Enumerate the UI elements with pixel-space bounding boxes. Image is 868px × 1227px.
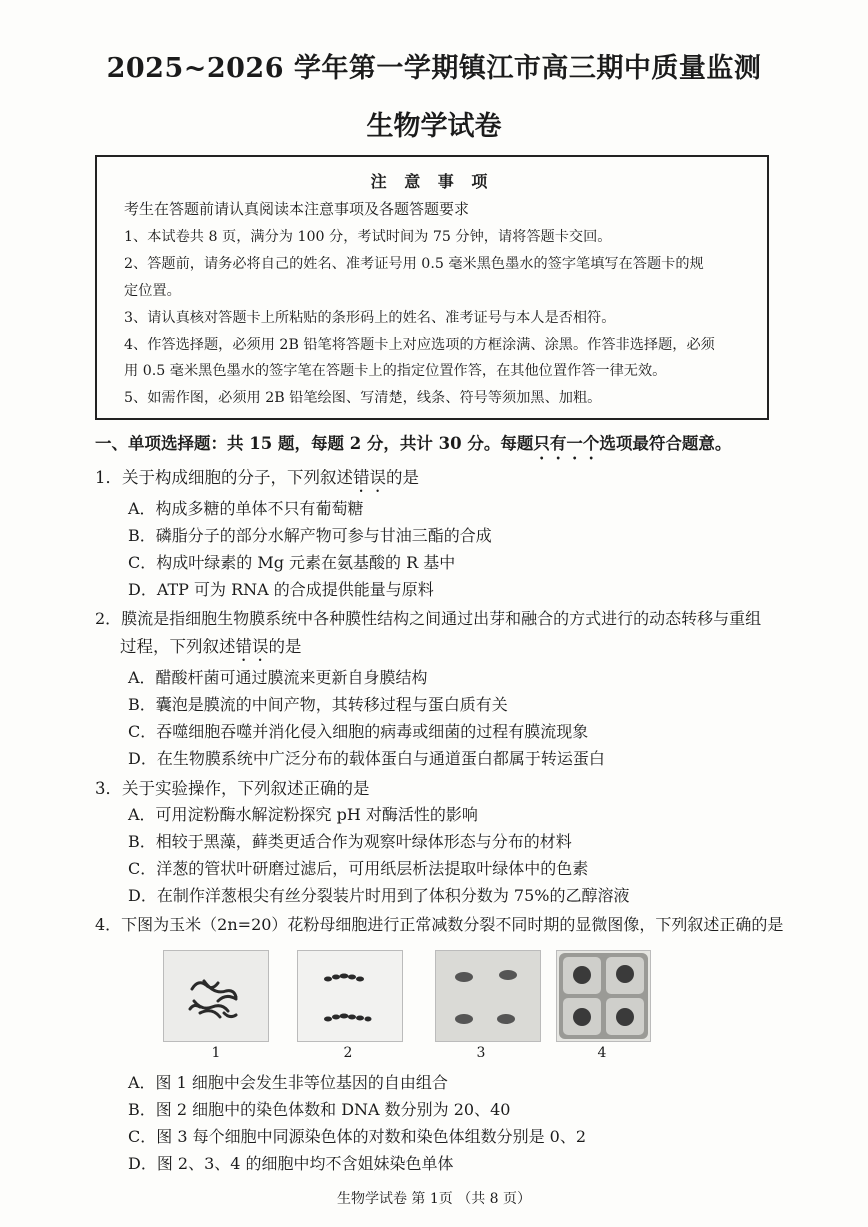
question-3-option-a: A．可用淀粉酶水解淀粉探究 pH 对酶活性的影响	[128, 805, 478, 824]
question-3-stem: 3．关于实验操作，下列叙述正确的是	[95, 779, 370, 798]
question-2-stem-line1: 2．膜流是指细胞生物膜系统中各种膜性结构之间通过出芽和融合的方式进行的动态转移与重组	[95, 609, 762, 628]
section-prefix: 一、单项选择题：共 15 题，每题 2 分，共计 30 分。每题	[95, 434, 534, 453]
notice-box	[95, 155, 769, 420]
notice-heading: 注 意 事 项	[370, 172, 494, 191]
notice-line: 用 0.5 毫米黑色墨水的签字笔在答题卡上的指定位置作答，在其他位置作答一律无效。	[124, 363, 667, 379]
micrograph-3-image	[436, 951, 540, 1041]
question-4-option-b: B．图 2 细胞中的染色体数和 DNA 数分别为 20、40	[128, 1100, 511, 1119]
micrograph-2-image	[298, 951, 402, 1041]
stem-emphasis: 错误	[353, 468, 386, 487]
figure-label-3: 3	[476, 1045, 486, 1061]
micrograph-1	[163, 950, 269, 1042]
micrograph-3	[435, 950, 541, 1042]
question-4-stem: 4．下图为玉米（2n=20）花粉母细胞进行正常减数分裂不同时期的显微图像，下列叙述正确的是	[95, 915, 784, 934]
question-3-option-b: B．相较于黑藻，藓类更适合作为观察叶绿体形态与分布的材料	[128, 832, 572, 851]
notice-intro: 考生在答题前请认真阅读本注意事项及各题答题要求	[124, 200, 470, 218]
notice-line: 3、请认真核对答题卡上所粘贴的条形码上的姓名、准考证号与本人是否相符。	[124, 310, 616, 326]
micrograph-4	[556, 950, 651, 1042]
stem-text: 过程，下列叙述	[120, 637, 236, 656]
stem-emphasis: 错误	[235, 637, 269, 656]
notice-line: 5、如需作图，必须用 2B 铅笔绘图、写清楚，线条、符号等须加黑、加粗。	[124, 390, 602, 406]
figure-label-1: 1	[211, 1045, 221, 1061]
question-2-stem-line2	[120, 633, 302, 665]
exam-title: 2025~2026 学年第一学期镇江市高三期中质量监测	[106, 53, 762, 84]
question-1-stem	[95, 464, 419, 496]
question-2-option-d: D．在生物膜系统中广泛分布的载体蛋白与通道蛋白都属于转运蛋白	[128, 749, 605, 768]
question-4-option-a: A．图 1 细胞中会发生非等位基因的自由组合	[128, 1073, 448, 1092]
micrograph-4-image	[557, 951, 650, 1041]
figure-label-2: 2	[343, 1045, 353, 1061]
figure-label-4: 4	[597, 1045, 607, 1061]
section-emphasis: 只有一个	[533, 434, 600, 453]
stem-text: 1．关于构成细胞的分子，下列叙述	[95, 468, 353, 487]
question-2-option-c: C．吞噬细胞吞噬并消化侵入细胞的病毒或细菌的过程有膜流现象	[128, 722, 589, 741]
micrograph-1-image	[164, 951, 268, 1041]
question-3-option-d: D．在制作洋葱根尖有丝分裂装片时用到了体积分数为 75%的乙醇溶液	[128, 886, 630, 905]
question-1-option-b: B．磷脂分子的部分水解产物可参与甘油三酯的合成	[128, 526, 492, 545]
question-1-option-c: C．构成叶绿素的 Mg 元素在氨基酸的 R 基中	[128, 553, 456, 572]
micrograph-2	[297, 950, 403, 1042]
question-3-option-c: C．洋葱的管状叶研磨过滤后，可用纸层析法提取叶绿体中的色素	[128, 859, 589, 878]
page-footer: 生物学试卷 第 1页 （共 8 页）	[336, 1191, 532, 1207]
notice-line: 4、作答选择题，必须用 2B 铅笔将答题卡上对应选项的方框涂满、涂黑。作答非选择题，必须	[124, 337, 715, 353]
question-1-option-d: D．ATP 可为 RNA 的合成提供能量与原料	[128, 580, 434, 599]
question-1-option-a: A．构成多糖的单体不只有葡萄糖	[128, 499, 364, 518]
question-4-option-c: C．图 3 每个细胞中同源染色体的对数和染色体组数分别是 0、2	[128, 1127, 587, 1146]
section-heading	[95, 430, 731, 463]
exam-subtitle: 生物学试卷	[366, 111, 502, 142]
section-suffix: 选项最符合题意。	[599, 434, 732, 453]
notice-line: 定位置。	[124, 283, 181, 299]
question-2-option-a: A．醋酸杆菌可通过膜流来更新自身膜结构	[128, 668, 428, 687]
notice-line: 2、答题前，请务必将自己的姓名、准考证号用 0.5 毫米黑色墨水的签字笔填写在答题卡的规	[124, 256, 704, 272]
stem-text: 的是	[386, 468, 419, 487]
question-2-option-b: B．囊泡是膜流的中间产物，其转移过程与蛋白质有关	[128, 695, 508, 714]
stem-text: 的是	[268, 637, 302, 656]
notice-line: 1、本试卷共 8 页，满分为 100 分，考试时间为 75 分钟，请将答题卡交回。	[124, 229, 612, 245]
question-4-option-d: D．图 2、3、4 的细胞中均不含姐妹染色单体	[128, 1154, 454, 1173]
